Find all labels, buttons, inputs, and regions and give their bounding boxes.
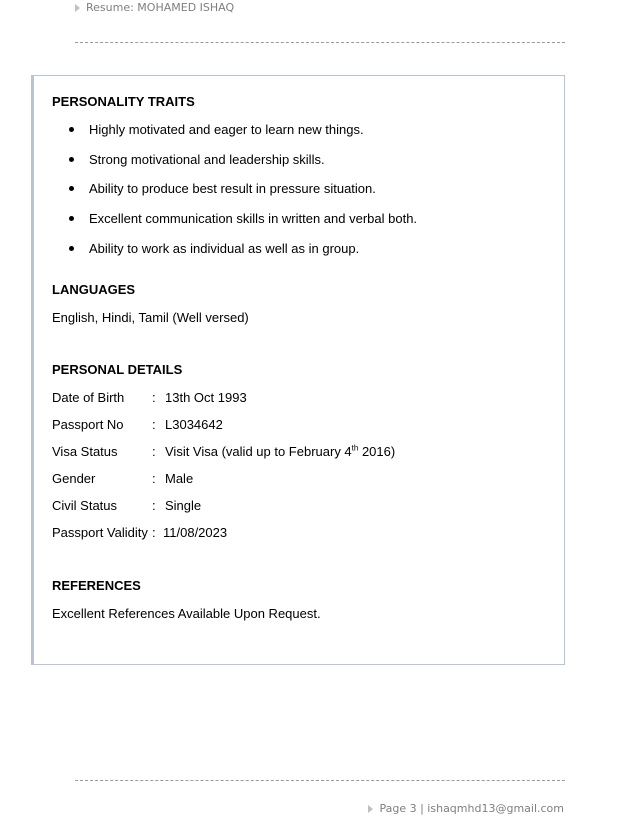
passport-value: L3034642 <box>165 417 223 432</box>
references-heading: REFERENCES <box>52 578 141 593</box>
bullet-icon <box>69 216 74 221</box>
header-title: Resume: MOHAMED ISHAQ <box>86 1 235 14</box>
passport-label: Passport No <box>52 417 124 432</box>
separator: : <box>152 471 156 486</box>
page-header <box>75 1 234 14</box>
footer-divider <box>75 780 565 781</box>
bullet-icon <box>69 186 74 191</box>
header-divider <box>75 42 565 43</box>
list-item: Highly motivated and eager to learn new things. <box>89 122 364 137</box>
civil-value: Single <box>165 498 202 513</box>
separator: : <box>152 417 156 432</box>
separator: : <box>152 525 156 540</box>
visa-value: Visit Visa (valid up to February 4th 2016) <box>165 443 396 459</box>
validity-label: Passport Validity <box>52 525 148 540</box>
personal-details-heading: PERSONAL DETAILS <box>52 362 183 377</box>
bullet-icon <box>69 157 74 162</box>
validity-value: 11/08/2023 <box>163 525 228 540</box>
gender-value: Male <box>165 471 194 486</box>
triangle-icon <box>75 4 80 12</box>
page-footer <box>368 802 564 815</box>
references-text: Excellent References Available Upon Request. <box>52 606 321 621</box>
list-item: Ability to produce best result in pressure situation. <box>89 181 376 196</box>
separator: : <box>152 498 156 513</box>
dob-value: 13th Oct 1993 <box>165 390 247 405</box>
bullet-icon <box>69 127 74 132</box>
personality-heading: PERSONALITY TRAITS <box>52 94 195 109</box>
dob-label: Date of Birth <box>52 390 125 405</box>
civil-label: Civil Status <box>52 498 118 513</box>
gender-label: Gender <box>52 471 96 486</box>
bullet-icon <box>69 246 74 251</box>
list-item: Excellent communication skills in written and verbal both. <box>89 211 417 226</box>
languages-text: English, Hindi, Tamil (Well versed) <box>52 310 249 325</box>
list-item: Ability to work as individual as well as in group. <box>89 241 359 256</box>
languages-heading: LANGUAGES <box>52 282 136 297</box>
separator: : <box>152 390 156 405</box>
list-item: Strong motivational and leadership skills. <box>89 152 325 167</box>
visa-label: Visa Status <box>52 444 118 459</box>
footer-text: Page 3 | ishaqmhd13@gmail.com <box>379 802 564 815</box>
triangle-icon <box>368 805 373 813</box>
separator: : <box>152 444 156 459</box>
